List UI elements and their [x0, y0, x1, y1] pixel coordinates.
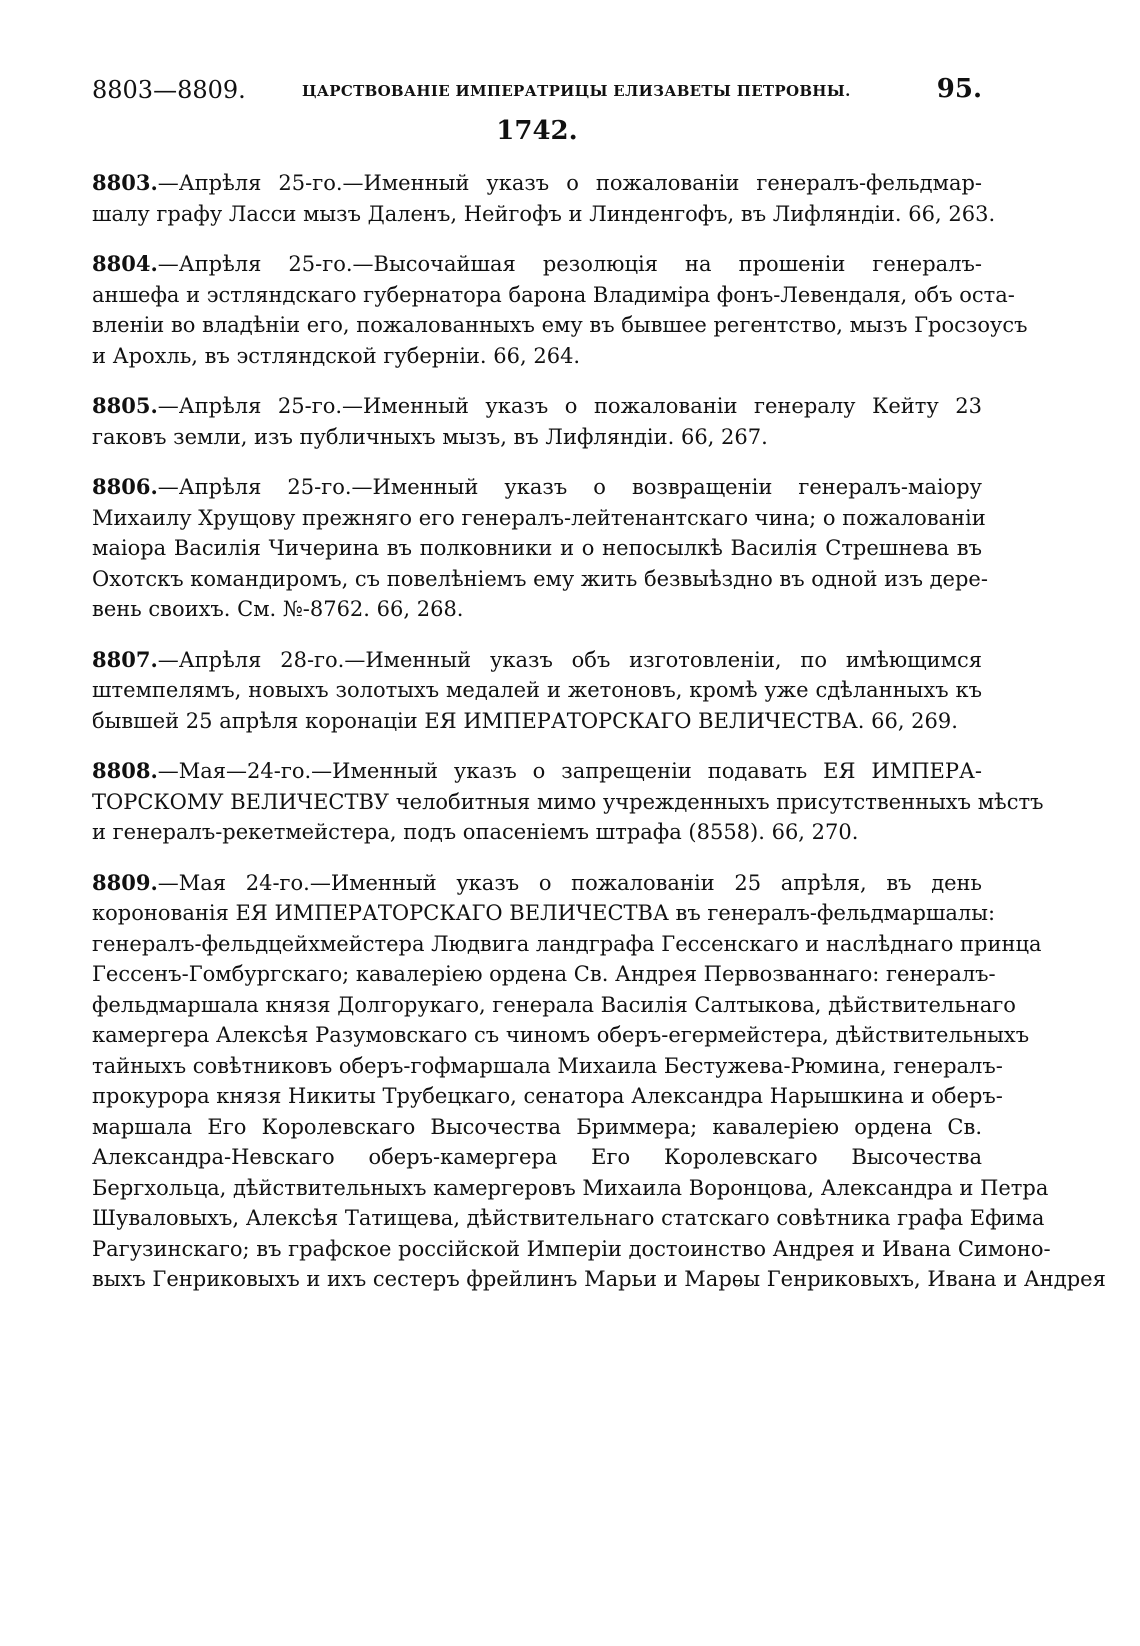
entry-number: 8803. [92, 170, 158, 195]
entry-line: шалу графу Ласси мызъ Даленъ, Нейгофъ и Линденгофъ, въ Лифляндіи. 66, 263. [92, 201, 996, 226]
entry-line: Александра-Невскаго оберъ-камергера Его Королевскаго Высочества [92, 1145, 982, 1169]
entry-number: 8804. [92, 251, 158, 276]
entry-line: коронованія ЕЯ ИМПЕРАТОРСКАГО ВЕЛИЧЕСТВА въ генералъ-фельдмаршалы: [92, 901, 996, 925]
entry-line: бывшей 25 апрѣля коронаціи ЕЯ ИМПЕРАТОРСКАГО ВЕЛИЧЕСТВА. 66, 269. [92, 708, 958, 733]
entry-number: 8808. [92, 758, 158, 783]
entry-line: вень своихъ. См. №-8762. 66, 268. [92, 597, 464, 621]
entry-range: 8803—8809. [92, 76, 246, 104]
entry-line: генералъ-фельдцейхмейстера Людвига ландграфа Гессенскаго и наслѣднаго принца [92, 931, 1042, 956]
running-header [92, 70, 982, 110]
entry-line: и генералъ-рекетмейстера, подъ опасеніемъ штрафа (8558). 66, 270. [92, 820, 859, 844]
entry-number: 8807. [92, 646, 158, 672]
entry-line: вленіи во владѣніи его, пожалованныхъ ему въ бывшее регентство, мызъ Гросзоусъ [92, 313, 1028, 337]
entry-line: штемпелямъ, новыхъ золотыхъ медалей и жетоновъ, кромѣ уже сдѣланныхъ къ [92, 678, 982, 702]
entry-number: 8806. [92, 474, 158, 499]
entry-line: Охотскъ командиромъ, съ повелѣніемъ ему жить безвыѣздно въ одной изъ дере- [92, 566, 988, 591]
entry-line: и Арохль, въ эстляндской губерніи. 66, 264. [92, 343, 581, 368]
entry-line: Гессенъ-Гомбургскаго; кавалеріею ордена Св. Андрея Первозваннаго: генералъ- [92, 962, 996, 986]
entry-line: Шуваловыхъ, Алексѣя Татищева, дѣйствительнаго статскаго совѣтника графа Ефима [92, 1206, 1045, 1230]
entry [92, 645, 982, 737]
entry-first-line: 8808.—Мая—24-го.—Именный указъ о запрещеніи подавать ЕЯ ИМПЕРА- [92, 758, 982, 783]
page-number: 95. [936, 74, 982, 104]
entry [92, 868, 1106, 1295]
entry-first-line: 8804.—Апрѣля 25-го.—Высочайшая резолюція на прошеніи генералъ- [92, 251, 982, 276]
entry-line: камергера Алексѣя Разумовскаго съ чиномъ оберъ-егермейстера, дѣйствительныхъ [92, 1023, 1030, 1047]
entry-line: аншефа и эстляндскаго губернатора барона Владиміра фонъ-Левендаля, объ оста- [92, 282, 1015, 307]
entry [92, 756, 1044, 848]
entry-line: прокурора князя Никиты Трубецкаго, сенатора Александра Нарышкина и оберъ- [92, 1084, 1003, 1108]
page [92, 70, 1106, 1315]
entry-line: фельдмаршала князя Долгорукаго, генерала Василія Салтыкова, дѣйствительнаго [92, 992, 1016, 1017]
entry-line: Рагузинскаго; въ графское россійской Имперіи достоинство Андрея и Ивана Симоно- [92, 1236, 1051, 1261]
entry-line: тайныхъ совѣтниковъ оберъ-гофмаршала Михаила Бестужева-Рюмина, генералъ- [92, 1053, 1003, 1078]
entry-line: ТОРСКОМУ ВЕЛИЧЕСТВУ челобитныя мимо учрежденныхъ присутственныхъ мѣстъ [92, 789, 1044, 814]
entry [92, 391, 982, 452]
entry-line: гаковъ земли, изъ публичныхъ мызъ, въ Лифляндіи. 66, 267. [92, 424, 768, 449]
entry-first-line: 8809.—Мая 24-го.—Именный указъ о пожалованіи 25 апрѣля, въ день [92, 869, 982, 895]
entry-first-line: 8807.—Апрѣля 28-го.—Именный указъ объ изготовленіи, по имѣющимся [92, 646, 982, 672]
entries-list [92, 168, 1106, 1295]
entry-line: маіора Василія Чичерина въ полковники и о непосылкѣ Василія Стрешнева въ [92, 536, 982, 560]
entry-first-line: 8806.—Апрѣля 25-го.—Именный указъ о возвращеніи генералъ-маіору [92, 474, 982, 499]
entry [92, 249, 1028, 371]
year-heading: 1742. [496, 116, 578, 146]
entry [92, 168, 996, 229]
entry-number: 8805. [92, 393, 158, 418]
entry-line: Михаилу Хрущову прежняго его генералъ-лейтенантскаго чина; о пожалованіи [92, 505, 986, 530]
entry [92, 472, 988, 625]
entry-line: Бергхольца, дѣйствительныхъ камергеровъ Михаила Воронцова, Александра и Петра [92, 1175, 1049, 1200]
reign-title: ЦАРСТВОВАНІЕ ИМПЕРАТРИЦЫ ЕЛИЗАВЕТЫ ПЕТРОВНЫ. [302, 82, 851, 100]
entry-first-line: 8803.—Апрѣля 25-го.—Именный указъ о пожалованіи генералъ-фельдмар- [92, 170, 982, 195]
entry-line: выхъ Генриковыхъ и ихъ сестеръ фрейлинъ Марьи и Марѳы Генриковыхъ, Ивана и Андрея [92, 1267, 1106, 1291]
entry-line: маршала Его Королевскаго Высочества Бриммера; кавалеріею ордена Св. [92, 1114, 982, 1139]
entry-number: 8809. [92, 869, 158, 895]
entry-first-line: 8805.—Апрѣля 25-го.—Именный указъ о пожалованіи генералу Кейту 23 [92, 393, 982, 418]
